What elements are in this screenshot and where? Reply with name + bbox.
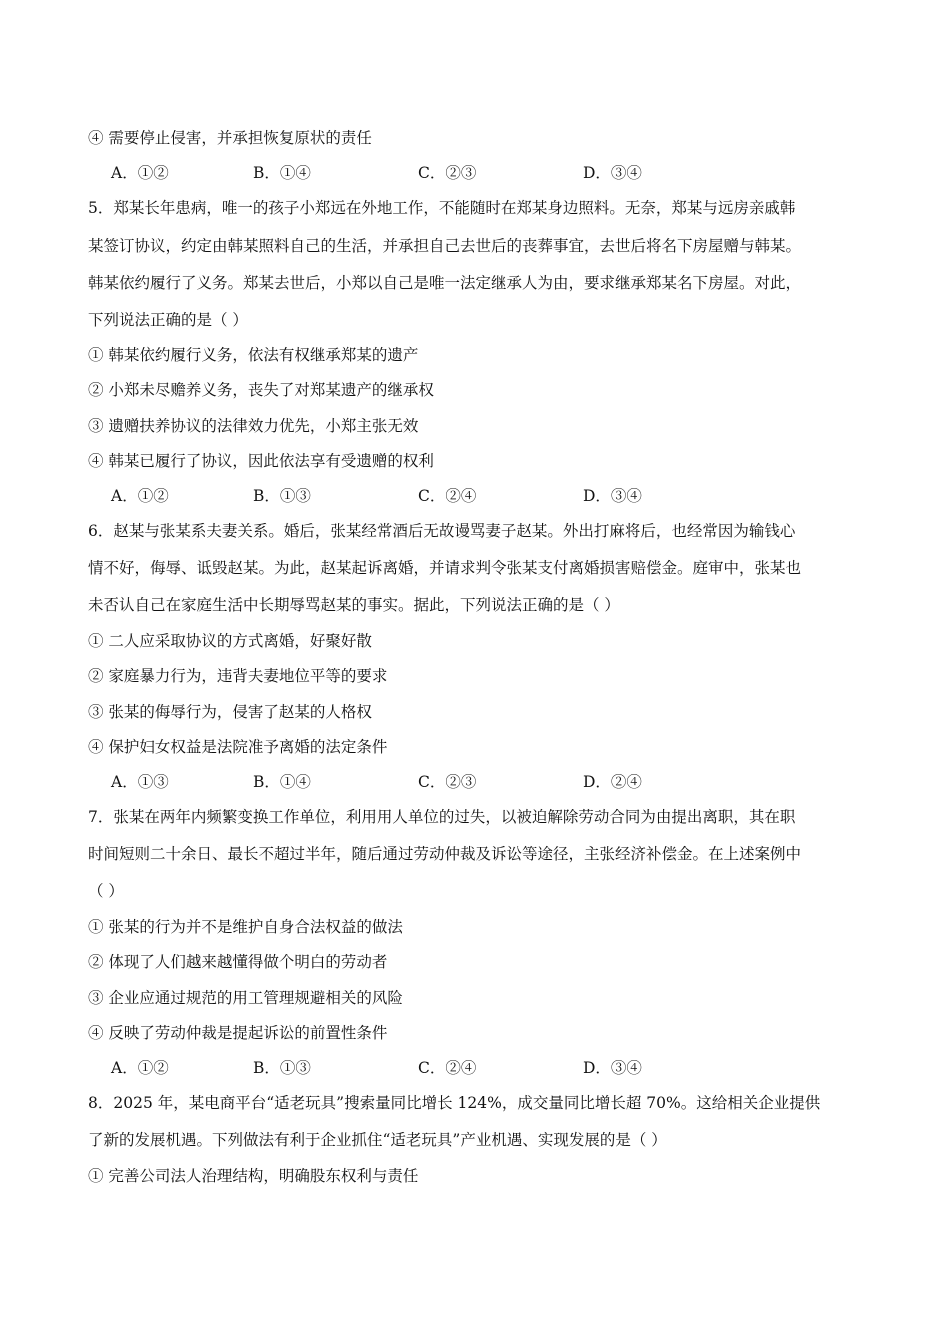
- q7-stem-line-2: 时间短则二十余日、最长不超过半年，随后通过劳动仲裁及诉讼等途径，主张经济补偿金。在上述案例中: [88, 845, 802, 863]
- q7-option-c: C．②④: [418, 1059, 477, 1077]
- q5-item-1: ① 韩某依约履行义务，依法有权继承郑某的遗产: [88, 346, 419, 364]
- q7-stem-line-3: （ ）: [88, 882, 124, 900]
- q5-stem-line-2: 某签订协议，约定由韩某照料自己的生活，并承担自己去世后的丧葬事宜，去世后将名下房屋赠与韩某。: [88, 237, 802, 255]
- q7-option-a: A．①②: [111, 1059, 169, 1077]
- q4-option-b: B．①④: [253, 164, 311, 182]
- q6-option-a: A．①③: [111, 773, 169, 791]
- q4-option-d: D．③④: [583, 164, 642, 182]
- q7-item-4: ④ 反映了劳动仲裁是提起诉讼的前置性条件: [88, 1024, 388, 1042]
- q5-option-b: B．①③: [253, 487, 311, 505]
- q6-item-1: ① 二人应采取协议的方式离婚，好聚好散: [88, 632, 372, 650]
- q6-option-d: D．②④: [583, 773, 642, 791]
- q5-stem-line-3: 韩某依约履行了义务。郑某去世后，小郑以自己是唯一法定继承人为由，要求继承郑某名下房屋。对此，: [88, 274, 802, 292]
- q7-option-b: B．①③: [253, 1059, 311, 1077]
- q7-stem-line-1: 7．张某在两年内频繁变换工作单位，利用用人单位的过失，以被迫解除劳动合同为由提出离职，其在职: [88, 808, 796, 826]
- q8-stem-line-1: 8．2025 年，某电商平台“适老玩具”搜索量同比增长 124%，成交量同比增长超 70%。这给相关企业提供: [88, 1094, 821, 1112]
- q6-stem-line-3: 未否认自己在家庭生活中长期辱骂赵某的事实。据此，下列说法正确的是（ ）: [88, 596, 620, 614]
- q6-item-2: ② 家庭暴力行为，违背夫妻地位平等的要求: [88, 667, 388, 685]
- q5-item-2: ② 小郑未尽赡养义务，丧失了对郑某遗产的继承权: [88, 381, 434, 399]
- q5-option-d: D．③④: [583, 487, 642, 505]
- q8-stem-line-2: 了新的发展机遇。下列做法有利于企业抓住“适老玩具”产业机遇、实现发展的是（ ）: [88, 1131, 667, 1149]
- q6-stem-line-1: 6．赵某与张某系夫妻关系。婚后，张某经常酒后无故谩骂妻子赵某。外出打麻将后，也经常因为输钱心: [88, 522, 796, 540]
- q6-item-4: ④ 保护妇女权益是法院准予离婚的法定条件: [88, 738, 388, 756]
- q5-item-4: ④ 韩某已履行了协议，因此依法享有受遗赠的权利: [88, 452, 434, 470]
- q5-option-a: A．①②: [111, 487, 169, 505]
- q4-option-c: C．②③: [418, 164, 477, 182]
- q6-item-3: ③ 张某的侮辱行为，侵害了赵某的人格权: [88, 703, 372, 721]
- q7-option-d: D．③④: [583, 1059, 642, 1077]
- q5-stem-line-1: 5．郑某长年患病，唯一的孩子小郑远在外地工作，不能随时在郑某身边照料。无奈，郑某与远房亲戚韩: [88, 199, 796, 217]
- q7-item-1: ① 张某的行为并不是维护自身合法权益的做法: [88, 918, 403, 936]
- q5-item-3: ③ 遗赠扶养协议的法律效力优先，小郑主张无效: [88, 417, 419, 435]
- q8-item-1: ① 完善公司法人治理结构，明确股东权利与责任: [88, 1167, 419, 1185]
- q4-item-4: ④ 需要停止侵害，并承担恢复原状的责任: [88, 129, 372, 147]
- q6-option-b: B．①④: [253, 773, 311, 791]
- q7-item-3: ③ 企业应通过规范的用工管理规避相关的风险: [88, 989, 403, 1007]
- q6-stem-line-2: 情不好，侮辱、诋毁赵某。为此，赵某起诉离婚，并请求判令张某支付离婚损害赔偿金。庭审中，张某也: [88, 559, 802, 577]
- q7-item-2: ② 体现了人们越来越懂得做个明白的劳动者: [88, 953, 388, 971]
- q5-stem-line-4: 下列说法正确的是（ ）: [88, 311, 248, 329]
- q5-option-c: C．②④: [418, 487, 477, 505]
- q6-option-c: C．②③: [418, 773, 477, 791]
- q4-option-a: A．①②: [111, 164, 169, 182]
